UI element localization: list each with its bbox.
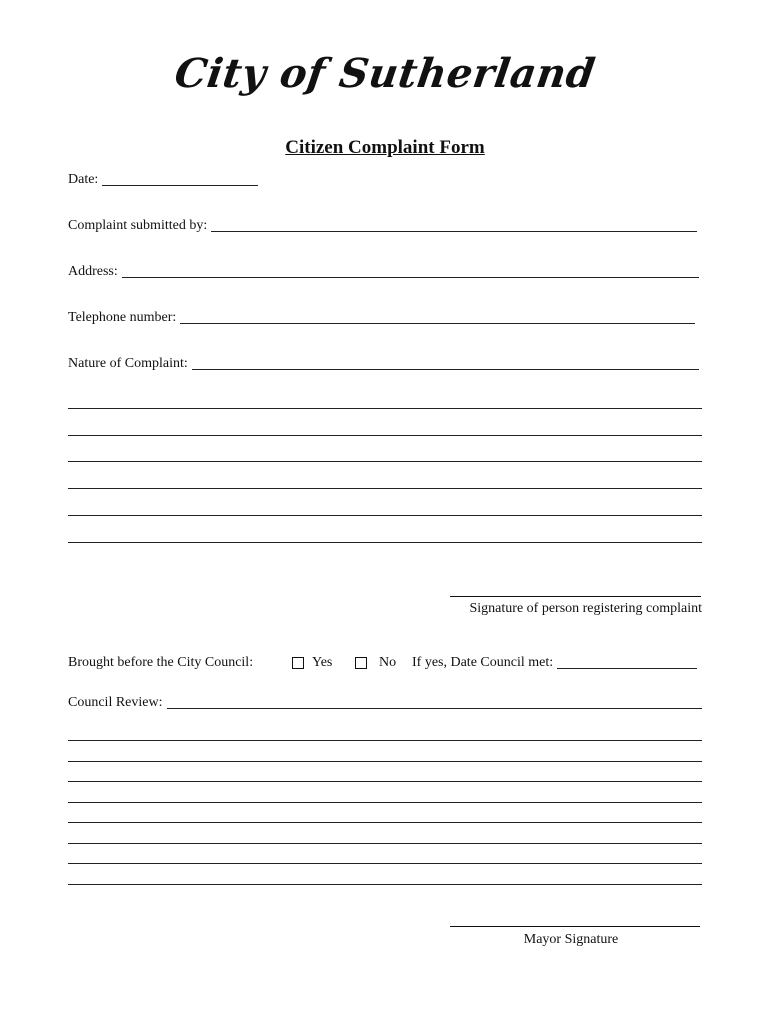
council-date-field[interactable] [412, 655, 697, 671]
council-review-label: Council Review: [68, 695, 163, 710]
nature-field[interactable] [68, 356, 699, 372]
date-field[interactable] [68, 172, 258, 188]
review-line[interactable] [68, 884, 702, 885]
nature-label: Nature of Complaint: [68, 356, 188, 371]
complaint-line[interactable] [68, 515, 702, 516]
yes-label: Yes [312, 655, 333, 670]
review-line[interactable] [68, 843, 702, 844]
address-label: Address: [68, 264, 118, 279]
date-line[interactable] [102, 184, 258, 186]
address-line[interactable] [122, 276, 699, 278]
address-field[interactable] [68, 264, 699, 280]
review-line[interactable] [68, 863, 702, 864]
mayor-signature-line[interactable] [450, 926, 700, 927]
date-label: Date: [68, 172, 99, 187]
complaint-line[interactable] [68, 461, 702, 462]
complainant-signature-label: Signature of person registering complaint [469, 601, 702, 616]
review-line[interactable] [68, 761, 702, 762]
review-line[interactable] [68, 822, 702, 823]
complaint-line[interactable] [68, 408, 702, 409]
complaint-line[interactable] [68, 488, 702, 489]
complainant-signature-line[interactable] [450, 596, 701, 597]
review-line[interactable] [68, 802, 702, 803]
no-label: No [379, 655, 397, 670]
mayor-signature-label: Mayor Signature [523, 932, 619, 947]
council-date-label: If yes, Date Council met: [412, 655, 554, 670]
council-date-line[interactable] [557, 667, 697, 669]
complaint-line[interactable] [68, 435, 702, 436]
complaint-line[interactable] [68, 542, 702, 543]
council-question-label: Brought before the City Council: [68, 655, 254, 670]
form-title: Citizen Complaint Form [285, 137, 485, 158]
telephone-field[interactable] [68, 310, 695, 326]
council-review-field[interactable] [68, 695, 702, 711]
review-line[interactable] [68, 740, 702, 741]
telephone-label: Telephone number: [68, 310, 177, 325]
council-review-line[interactable] [167, 707, 703, 709]
no-checkbox[interactable] [355, 657, 367, 669]
yes-checkbox[interactable] [292, 657, 304, 669]
review-line[interactable] [68, 781, 702, 782]
nature-line[interactable] [192, 368, 699, 370]
submitted-by-field[interactable] [68, 218, 697, 234]
page-title: City of Sutherland [171, 50, 599, 97]
telephone-line[interactable] [180, 322, 695, 324]
submitted-by-line[interactable] [211, 230, 697, 232]
submitted-by-label: Complaint submitted by: [68, 218, 208, 233]
